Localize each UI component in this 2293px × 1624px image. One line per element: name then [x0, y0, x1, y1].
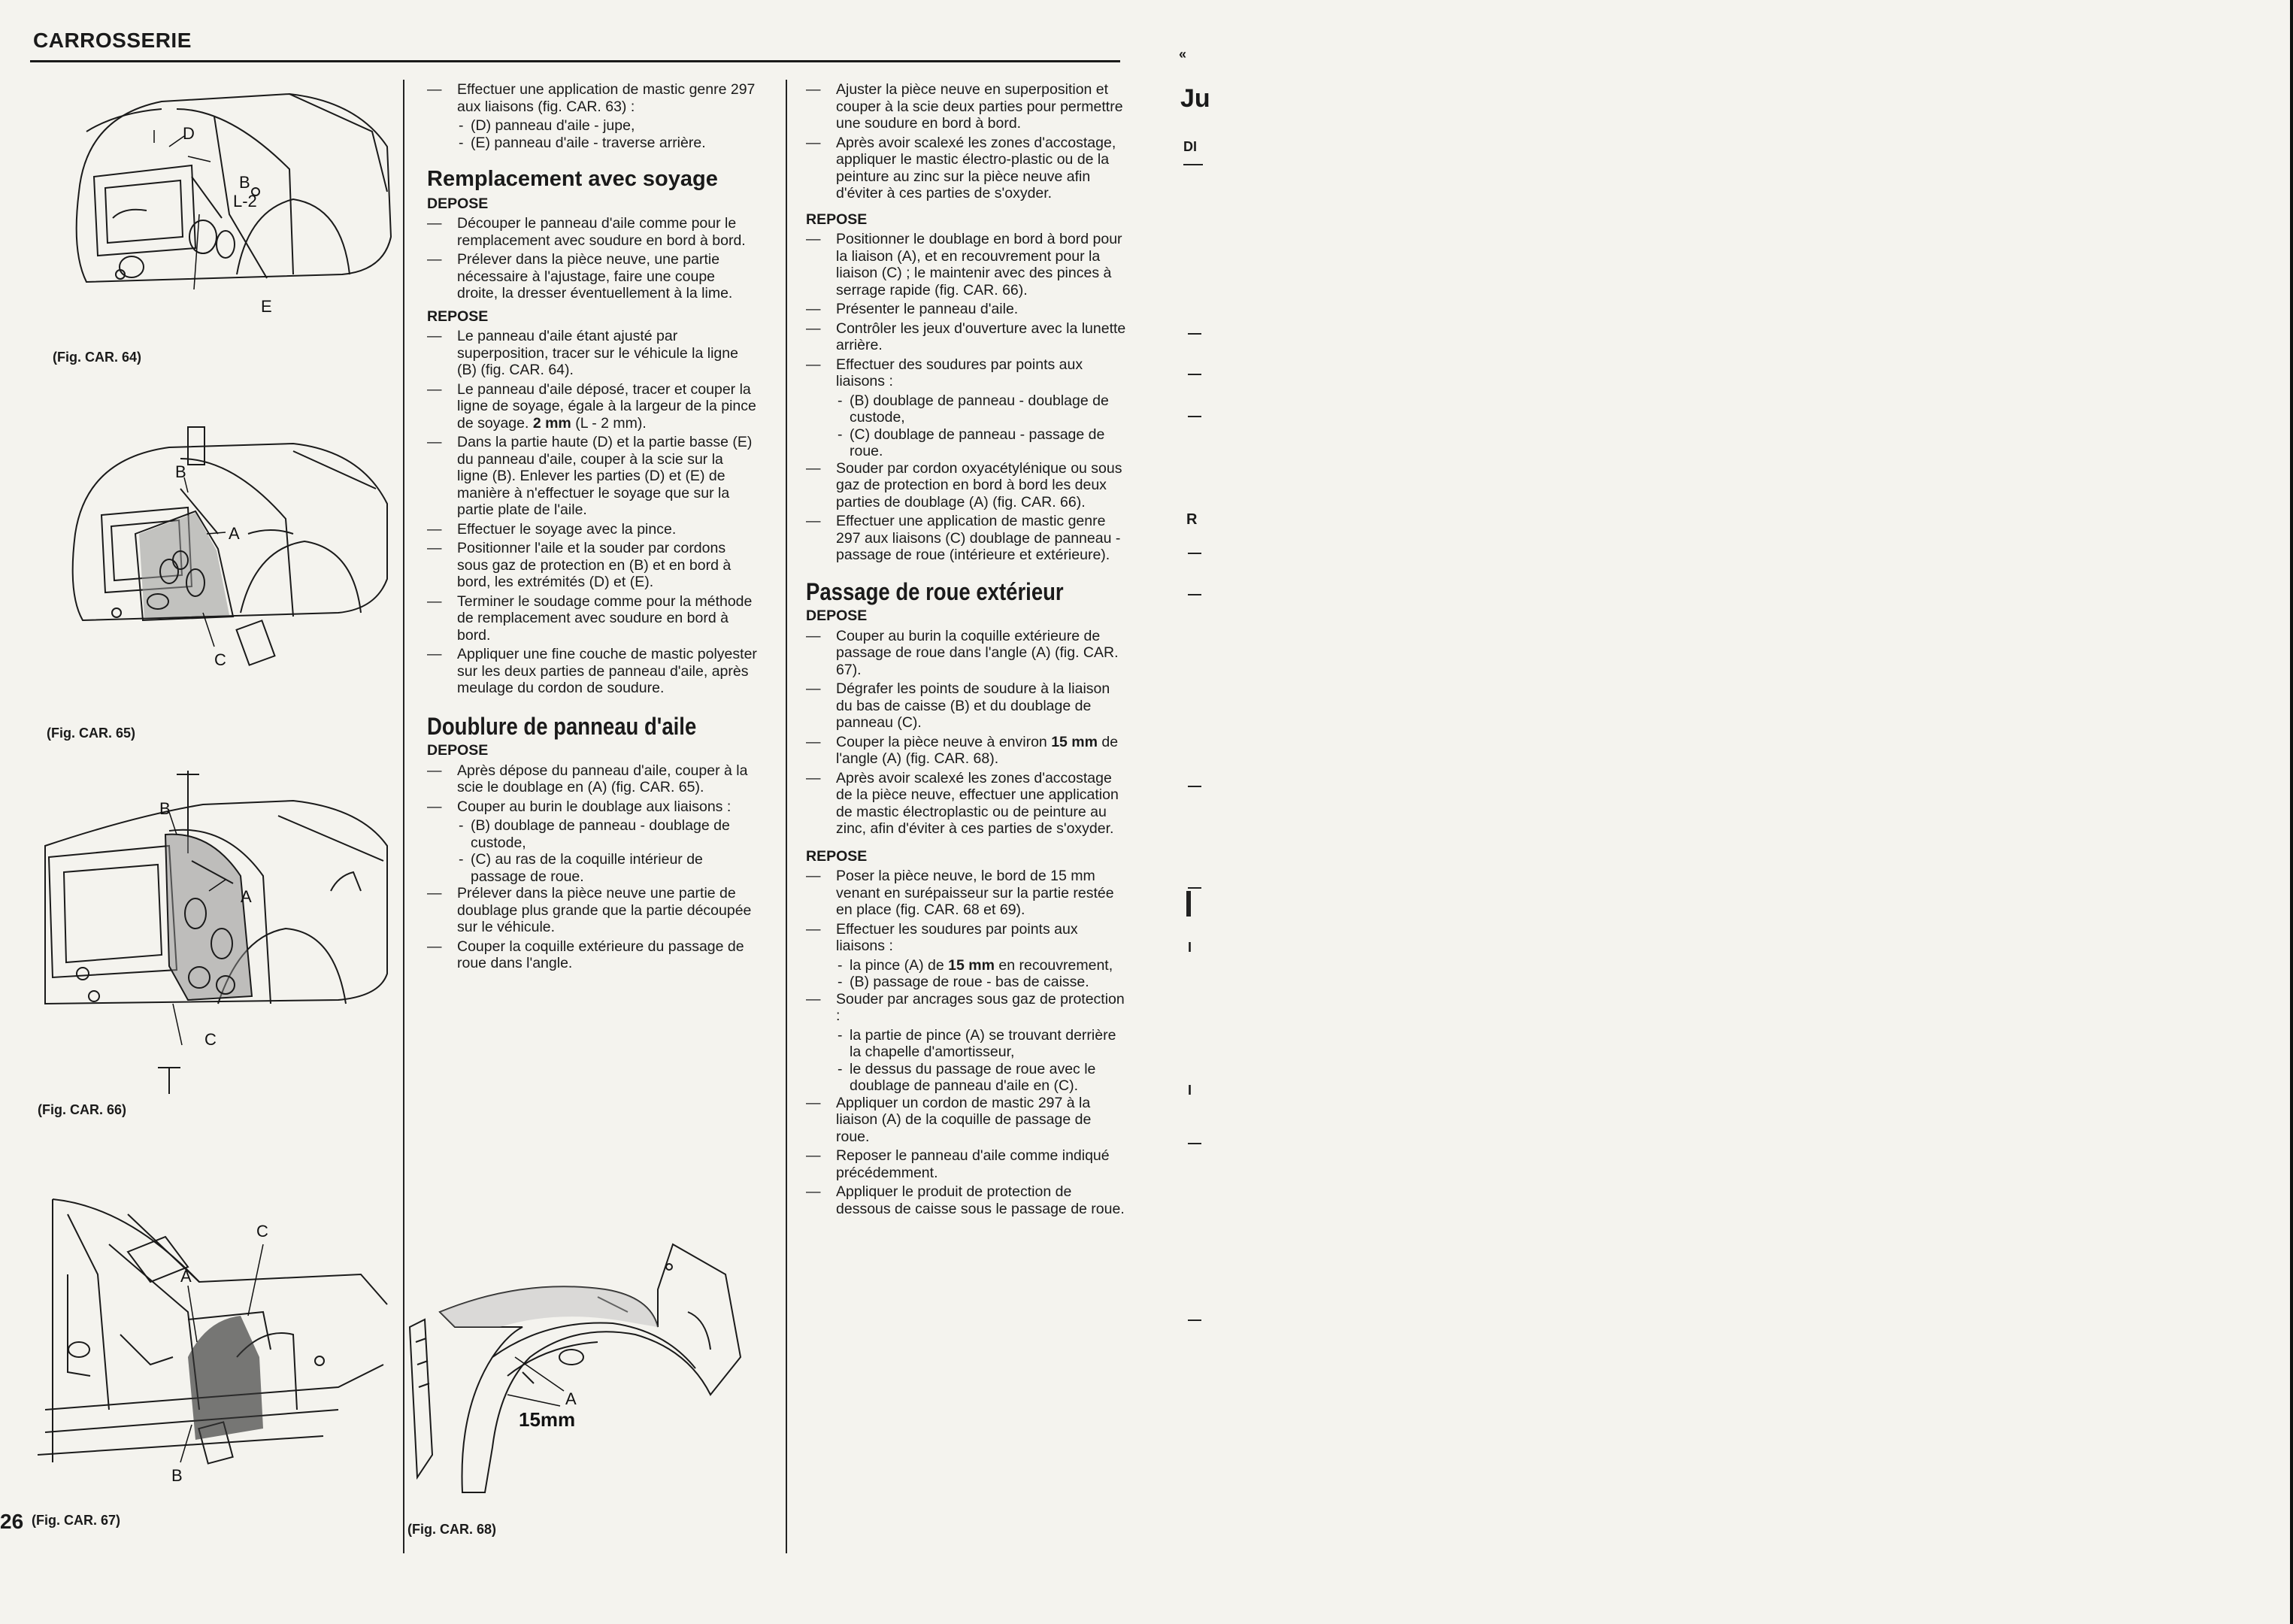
- text-column-2: [427, 81, 758, 974]
- list-item: — Couper au burin le doublage aux liaisons :: [427, 798, 732, 815]
- svg-text:A: A: [229, 524, 240, 543]
- list-item: — Dans la partie haute (D) et la partie basse (E) du panneau d'aile, couper à la scie sur la ligne (B). Enlever les parties (D) et (E) de manière à n'effectuer le soyage que sur la partie plate de l'aile.: [427, 434, 753, 518]
- svg-text:L-2: L-2: [233, 192, 257, 211]
- list-item: — Ajuster la pièce neuve en superposition et couper à la scie deux parties pour permettre une soudure en bord à bord.: [806, 81, 1123, 132]
- list-item: — Couper la coquille extérieure du passage de roue dans l'angle.: [427, 938, 744, 971]
- subheading: REPOSE: [427, 308, 489, 325]
- adjacent-page-fragment: DI: [1183, 139, 1197, 154]
- list-item: — Après avoir scalexé les zones d'accostage de la pièce neuve, effectuer une application de mastic électroplastic ou de peinture au zinc, afin d'éviter à ces parties de s'oxyder.: [806, 769, 1119, 837]
- list-subitem: - (C) au ras de la coquille intérieur de passage de roue.: [459, 851, 703, 885]
- list-item: — Après avoir scalexé les zones d'accostage, appliquer le mastic électro-plastic ou de la peinture au zinc sur la pièce neuve afin d'éviter à ces parties de s'oxyder.: [806, 134, 1116, 201]
- svg-text:A: A: [180, 1267, 192, 1286]
- svg-text:D: D: [183, 124, 195, 143]
- subheading: DEPOSE: [806, 607, 868, 624]
- svg-text:B: B: [239, 173, 250, 192]
- svg-text:B: B: [175, 462, 186, 481]
- column-divider-2: [786, 80, 787, 1553]
- list-item: — Contrôler les jeux d'ouverture avec la lunette arrière.: [806, 320, 1126, 353]
- figure-caption: (Fig. CAR. 65): [47, 726, 136, 741]
- page-edge: [2290, 0, 2293, 1624]
- list-item: — Après dépose du panneau d'aile, couper à la scie le doublage en (A) (fig. CAR. 65).: [427, 762, 748, 795]
- list-item: — Effectuer le soyage avec la pince.: [427, 520, 677, 538]
- list-item: — Couper la pièce neuve à environ 15 mm de l'angle (A) (fig. CAR. 68).: [806, 733, 1119, 767]
- list-item: — Présenter le panneau d'aile.: [806, 301, 1019, 317]
- list-subitem: - (B) passage de roue - bas de caisse.: [838, 974, 1089, 990]
- list-item: — Dégrafer les points de soudure à la liaison du bas de caisse (B) et du doublage de panneau (C).: [806, 680, 1110, 731]
- list-subitem: - (C) doublage de panneau - passage de roue.: [838, 426, 1105, 459]
- subheading: REPOSE: [806, 847, 868, 865]
- list-item: — Effectuer les soudures par points aux liaisons :: [806, 920, 1078, 954]
- list-item: — Le panneau d'aile déposé, tracer et couper la ligne de soyage, égale à la largeur de la pince de soyage. 2 mm (L - 2 mm).: [427, 380, 756, 432]
- text-column-3: [806, 81, 1128, 1220]
- list-subitem: - (B) doublage de panneau - doublage de custode,: [459, 817, 730, 851]
- page-number: 26: [0, 1510, 24, 1533]
- section-heading: Passage de roue extérieur: [806, 577, 1064, 605]
- figure-car-65: [45, 421, 391, 669]
- adjacent-page-fragment: «: [1179, 47, 1187, 62]
- svg-text:A: A: [565, 1389, 577, 1408]
- section-title: CARROSSERIE: [33, 29, 192, 52]
- list-item: — Prélever dans la pièce neuve une partie de doublage plus grande que la partie découpée sur le véhicule.: [427, 885, 752, 935]
- list-subitem: - la partie de pince (A) se trouvant derrière la chapelle d'amortisseur,: [838, 1026, 1116, 1060]
- figure-caption: (Fig. CAR. 68): [407, 1522, 497, 1537]
- list-subitem: - (E) panneau d'aile - traverse arrière.: [459, 134, 706, 151]
- svg-text:B: B: [159, 799, 171, 818]
- list-item: — Découper le panneau d'aile comme pour le remplacement avec soudure en bord à bord.: [427, 215, 746, 249]
- list-item: — Reposer le panneau d'aile comme indiqué précédemment.: [806, 1147, 1110, 1181]
- subheading: DEPOSE: [427, 195, 489, 212]
- list-item: — Effectuer une application de mastic genre 297 aux liaisons (fig. CAR. 63) :: [427, 81, 756, 115]
- column-divider-1: [403, 80, 404, 1553]
- svg-text:A: A: [241, 887, 252, 906]
- figure-caption: (Fig. CAR. 67): [32, 1513, 121, 1528]
- svg-text:B: B: [171, 1466, 183, 1485]
- list-subitem: - (B) doublage de panneau - doublage de custode,: [838, 392, 1109, 426]
- list-item: — Effectuer une application de mastic genre 297 aux liaisons (C) doublage de panneau - passage de roue (intérieure et extérieure).: [806, 513, 1121, 563]
- list-item: — Positionner le doublage en bord à bord pour la liaison (A), et en recouvrement pour la liaison (C) ; le maintenir avec des pinces à serrage rapide (fig. CAR. 66).: [806, 231, 1122, 298]
- list-item: — Couper au burin la coquille extérieure de passage de roue dans l'angle (A) (fig. CAR. 67).: [806, 627, 1119, 678]
- section-heading: Doublure de panneau d'aile: [427, 712, 697, 740]
- header-rule: [30, 60, 1120, 62]
- svg-text:E: E: [261, 297, 272, 316]
- adjacent-page-strip: [1141, 0, 1210, 1624]
- figure-car-67: [38, 1184, 391, 1496]
- section-heading: Remplacement avec soyage: [427, 167, 718, 191]
- svg-text:C: C: [256, 1222, 268, 1241]
- subheading: DEPOSE: [427, 742, 489, 759]
- list-subitem: - (D) panneau d'aile - jupe,: [459, 117, 635, 134]
- list-item: — Souder par ancrages sous gaz de protection :: [806, 990, 1125, 1024]
- subheading: REPOSE: [806, 211, 868, 228]
- list-item: — Effectuer des soudures par points aux liaisons :: [806, 356, 1083, 389]
- list-item: — Appliquer une fine couche de mastic polyester sur les deux parties de panneau d'aile, après meulage du cordon de soudure.: [427, 646, 757, 696]
- adjacent-page-fragment: I: [1188, 1083, 1192, 1098]
- figure-car-64: [41, 86, 395, 320]
- list-item: — Prélever dans la pièce neuve, une partie nécessaire à l'ajustage, faire une coupe droite, la dresser éventuellement à la lime.: [427, 251, 733, 301]
- figure-car-66: [38, 771, 391, 1094]
- figure-car-68: [410, 1244, 756, 1507]
- svg-text:C: C: [214, 650, 226, 669]
- svg-text:15mm: 15mm: [519, 1408, 576, 1431]
- list-item: — Souder par cordon oxyacétylénique ou sous gaz de protection en bord à bord les deux parties de doublage (A) (fig. CAR. 66).: [806, 459, 1122, 511]
- figure-caption: (Fig. CAR. 64): [53, 350, 142, 365]
- list-item: — Poser la pièce neuve, le bord de 15 mm venant en surépaisseur sur la partie restée en place (fig. CAR. 68 et 69).: [806, 868, 1114, 918]
- figure-caption: (Fig. CAR. 66): [38, 1102, 127, 1117]
- adjacent-page-fragment: R: [1186, 511, 1198, 528]
- list-item: — Terminer le soudage comme pour la méthode de remplacement avec soudure en bord à bord.: [427, 592, 753, 644]
- list-subitem: - le dessus du passage de roue avec le doublage de panneau d'aile en (C).: [838, 1060, 1096, 1094]
- list-item: — Le panneau d'aile étant ajusté par superposition, tracer sur le véhicule la ligne (B) (fig. CAR. 64).: [427, 328, 738, 378]
- adjacent-page-fragment: Ju: [1180, 84, 1210, 113]
- list-subitem: - la pince (A) de 15 mm en recouvrement,: [838, 956, 1113, 974]
- list-item: — Positionner l'aile et la souder par cordons sous gaz de protection en (B) et en bord à bord, les extrémités (D) et (E).: [427, 540, 732, 590]
- svg-text:C: C: [204, 1030, 217, 1049]
- list-item: — Appliquer un cordon de mastic 297 à la liaison (A) de la coquille de passage de roue.: [806, 1094, 1092, 1145]
- list-item: — Appliquer le produit de protection de dessous de caisse sous le passage de roue.: [806, 1183, 1125, 1217]
- adjacent-page-fragment: I: [1188, 940, 1192, 955]
